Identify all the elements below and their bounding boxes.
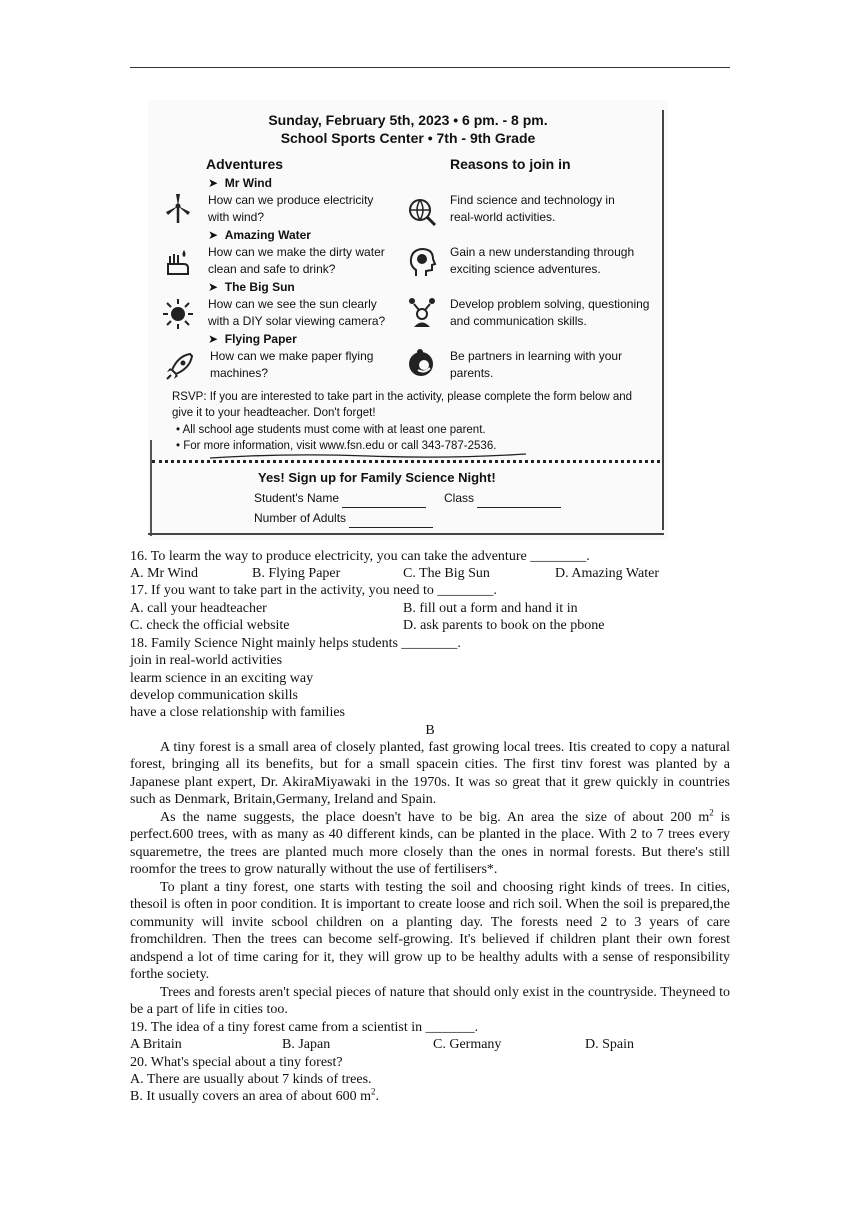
q18-option: have a close relationship with families	[130, 705, 345, 720]
q16-option: D. Amazing Water	[555, 566, 659, 581]
q17-option: B. fill out a form and hand it in	[403, 601, 578, 616]
adventure-title: ➤ The Big Sun	[208, 280, 295, 294]
water-hand-icon	[162, 246, 194, 278]
q20-option: A. There are usually about 7 kinds of trees.	[130, 1072, 372, 1087]
reason-text: parents.	[450, 366, 494, 380]
q16-option: B. Flying Paper	[252, 566, 341, 581]
flyer-date-line: Sunday, February 5th, 2023 • 6 pm. - 8 pm.	[268, 112, 548, 128]
sun-icon	[162, 298, 194, 330]
q19-option: C. Germany	[433, 1037, 502, 1052]
q17-option: C. check the official website	[130, 618, 290, 633]
q17-option: D. ask parents to book on the pbone	[403, 618, 605, 633]
q16-option: C. The Big Sun	[403, 566, 490, 581]
q19-option: A Britain	[130, 1037, 182, 1052]
brain-head-icon	[406, 246, 438, 278]
rocket-icon	[164, 350, 196, 382]
rsvp-bullet: • For more information, visit www.fsn.edu or call 343-787-2536.	[176, 440, 497, 452]
reason-text: Develop problem solving, questioning	[450, 297, 650, 311]
reasons-heading: Reasons to join in	[450, 156, 571, 172]
cut-line	[152, 460, 660, 463]
adventure-title: ➤ Flying Paper	[208, 332, 297, 346]
section-b-label: B	[425, 723, 435, 738]
adventure-text: How can we produce electricity	[208, 193, 374, 207]
question-16: 16. To learm the way to produce electricity, you can take the adventure ________.	[130, 549, 590, 564]
question-17: 17. If you want to take part in the activity, you need to ________.	[130, 583, 497, 598]
people-network-icon	[406, 296, 438, 328]
adults-label: Number of Adults	[254, 511, 347, 525]
reason-text: Find science and technology in	[450, 193, 615, 207]
globe-search-icon	[406, 196, 438, 228]
event-flyer	[148, 100, 668, 540]
reason-text: exciting science adventures.	[450, 262, 601, 276]
student-name-label: Student's Name	[254, 491, 340, 505]
q19-option: D. Spain	[585, 1037, 634, 1052]
underline-scribble	[208, 452, 528, 460]
question-18: 18. Family Science Night mainly helps students ________.	[130, 636, 461, 651]
passage-paragraph-1: A tiny forest is a small area of closely planted, fast growing local trees. Itis created to copy a natural forest, bringing all its benefits, but for a small spacein cities. The first tinv forest was planted by a Japanese plant expert, Dr. AkiraMiyawaki in the 1970s. It was so great that it grew quickly in countries such as Denmark, Britain,Germany, Ireland and Spain.	[130, 740, 730, 808]
header-rule	[130, 67, 730, 68]
windmill-icon	[162, 192, 194, 224]
adventure-text: with wind?	[208, 210, 265, 224]
parent-child-icon	[406, 346, 438, 378]
student-name-field[interactable]	[254, 490, 426, 508]
question-20: 20. What's special about a tiny forest?	[130, 1055, 343, 1070]
q19-option: B. Japan	[282, 1037, 331, 1052]
rsvp-bullet: • All school age students must come with at least one parent.	[176, 424, 486, 436]
q18-option: learm science in an exciting way	[130, 671, 314, 686]
adventure-text: How can we see the sun clearly	[208, 297, 377, 311]
adults-field[interactable]	[254, 510, 433, 528]
reason-text: and communication skills.	[450, 314, 587, 328]
q17-option: A. call your headteacher	[130, 601, 267, 616]
rsvp-text: give it to your headteacher. Don't forget!	[172, 407, 376, 419]
reason-text: Gain a new understanding through	[450, 245, 635, 259]
reason-text: Be partners in learning with your	[450, 349, 623, 363]
adventure-text: machines?	[210, 366, 269, 380]
adventures-heading: Adventures	[206, 156, 284, 172]
adventure-text: with a DIY solar viewing camera?	[208, 314, 386, 328]
flyer-border	[150, 440, 152, 536]
flyer-location-line: School Sports Center • 7th - 9th Grade	[280, 130, 536, 146]
adventure-text: clean and safe to drink?	[208, 262, 336, 276]
signup-title: Yes! Sign up for Family Science Night!	[258, 470, 496, 485]
q18-option: develop communication skills	[130, 688, 298, 703]
class-field[interactable]	[444, 490, 561, 508]
q16-option: A. Mr Wind	[130, 566, 199, 581]
flyer-border	[662, 110, 664, 530]
flyer-border	[148, 533, 664, 535]
reason-text: real-world activities.	[450, 210, 556, 224]
passage-paragraph-3: To plant a tiny forest, one starts with testing the soil and choosing right kinds of trees. In cities, thesoil is often in poor condition. It is important to create loose and rich soil. When the soil is prepared,the community will invite scbool children on a planting day. The forests need 2 to 3 years of care fromchildren. Then the trees can become self-growing. It's believed if children plant their own forest andspend a lot of time caring for it, they will grow up to be healthy adults with a sense of responsibility forthe society.	[130, 880, 730, 983]
q18-option: join in real-world activities	[130, 653, 283, 668]
adventure-title: ➤ Amazing Water	[208, 228, 311, 242]
student-name-blank[interactable]	[342, 490, 426, 508]
passage-paragraph-2: As the name suggests, the place doesn't have to be big. An area the size of about 200 $m^2$ is perfect.600 trees, with as many as 40 different kinds, can be planted in the place. With 2 to 7 trees every squaremetre, the trees are planted much more closely than the ones in normal forests. But there's still roomfor the trees to grow naturally without the use of fertilisers*.	[130, 807, 730, 878]
question-19: 19. The idea of a tiny forest came from a scientist in _______.	[130, 1020, 479, 1035]
adults-blank[interactable]	[349, 510, 433, 528]
passage-paragraph-4: Trees and forests aren't special pieces of nature that should only exist in the countryside. Theyneed to be a part of life in cities too.	[130, 985, 730, 1018]
class-label: Class	[444, 491, 475, 505]
adventure-text: How can we make paper flying	[210, 349, 374, 363]
rsvp-text: RSVP: If you are interested to take part in the activity, please complete the form below and	[172, 391, 633, 403]
adventure-title: ➤ Mr Wind	[208, 176, 272, 190]
class-blank[interactable]	[477, 490, 561, 508]
adventure-text: How can we make the dirty water	[208, 245, 385, 259]
q20-option: B. It usually covers an area of about 600 $m^2$.	[130, 1086, 380, 1104]
